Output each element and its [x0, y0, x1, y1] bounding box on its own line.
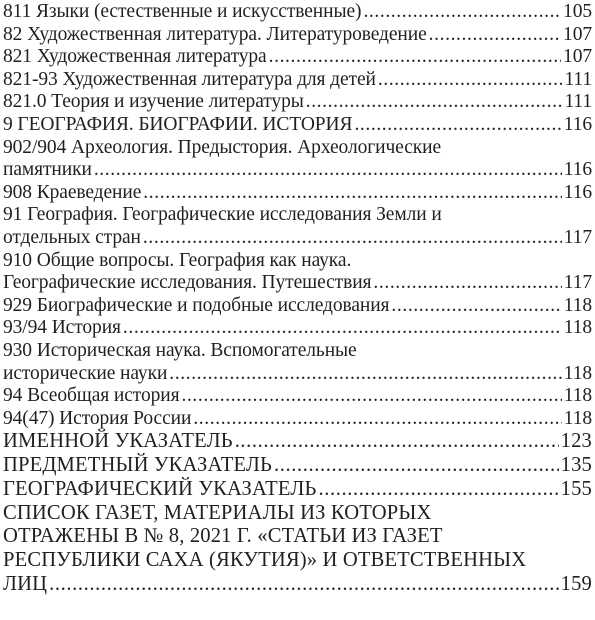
table-of-contents	[3, 1, 592, 597]
toc-entry[interactable]	[3, 91, 592, 114]
toc-entry-title-line: ОТРАЖЕНЫ В № 8, 2021 Г. «СТАТЬИ ИЗ ГАЗЕТ	[3, 525, 443, 548]
toc-entry-title-line: 821 Художественная литература	[3, 46, 267, 68]
toc-entry-title-line: 908 Краеведение	[3, 181, 142, 203]
toc-entry-title-line: 930 Историческая наука. Вспомогательные	[3, 339, 357, 361]
toc-entry[interactable]	[3, 408, 592, 431]
toc-entry-title-line: 821.0 Теория и изучение литературы	[3, 91, 304, 113]
toc-entry-title-line: отдельных стран	[3, 226, 141, 248]
toc-page-number: 118	[563, 317, 592, 339]
dot-leader	[306, 91, 563, 114]
toc-entry-row	[3, 91, 592, 114]
dot-leader	[235, 430, 559, 454]
toc-entry-row	[3, 159, 592, 182]
toc-entry[interactable]	[3, 69, 592, 92]
dot-leader	[123, 317, 562, 340]
toc-page-number: 117	[563, 272, 592, 294]
dot-leader	[269, 46, 561, 69]
dot-leader	[143, 227, 562, 250]
toc-page-number: 111	[564, 68, 592, 90]
toc-page-number: 159	[560, 573, 592, 596]
dot-leader	[373, 272, 561, 295]
toc-entry[interactable]	[3, 182, 592, 205]
toc-page-number: 116	[563, 181, 592, 203]
toc-entry-row	[3, 478, 592, 502]
dot-leader	[354, 114, 561, 137]
toc-entry[interactable]	[3, 502, 592, 597]
dot-leader	[169, 363, 561, 386]
toc-entry-title-line: 82 Художественная литература. Литературоведение	[3, 23, 427, 45]
toc-page-number: 118	[563, 294, 592, 316]
toc-entry[interactable]	[3, 1, 592, 24]
toc-entry-title-line: 811 Языки (естественные и искусственные)	[3, 1, 362, 22]
dot-leader	[429, 24, 561, 47]
toc-entry-row	[3, 1, 592, 24]
toc-entry[interactable]	[3, 317, 592, 340]
toc-entry-title-line: 9 ГЕОГРАФИЯ. БИОГРАФИИ. ИСТОРИЯ	[3, 113, 353, 135]
toc-entry-title-line: 910 Общие вопросы. География как наука.	[3, 249, 352, 271]
toc-entry-row	[3, 454, 592, 478]
dot-leader	[363, 1, 561, 24]
dot-leader	[94, 159, 562, 182]
toc-entry-title-line: 94(47) История России	[3, 407, 192, 429]
toc-entry-row	[3, 46, 592, 69]
toc-entry-title-line: памятники	[3, 159, 92, 181]
toc-entry-row	[3, 430, 592, 454]
toc-entry-row	[3, 408, 592, 431]
toc-entry-row	[3, 363, 592, 386]
toc-entry-title-line: 94 Всеобщая история	[3, 385, 180, 407]
toc-page-number: 118	[563, 385, 592, 407]
toc-page-number: 116	[563, 159, 592, 181]
toc-entry-title-line: 929 Биографические и подобные исследования	[3, 294, 390, 316]
toc-entry-row	[3, 317, 592, 340]
toc-entry-row	[3, 24, 592, 47]
toc-entry[interactable]	[3, 137, 592, 182]
toc-entry-row	[3, 573, 592, 597]
toc-entry-row	[3, 295, 592, 318]
toc-page-number: 107	[563, 46, 592, 68]
toc-page-number: 155	[560, 477, 592, 500]
toc-entry-title-line: ГЕОГРАФИЧЕСКИЙ УКАЗАТЕЛЬ	[3, 477, 317, 500]
dot-leader	[49, 573, 558, 597]
toc-entry-row	[3, 114, 592, 137]
dot-leader	[318, 478, 558, 502]
dot-leader	[274, 454, 559, 478]
toc-entry[interactable]	[3, 478, 592, 502]
toc-entry[interactable]	[3, 454, 592, 478]
toc-entry-row	[3, 227, 592, 250]
toc-entry[interactable]	[3, 114, 592, 137]
toc-entry-title-line: 821-93 Художественная литература для детей	[3, 68, 376, 90]
toc-entry-row	[3, 182, 592, 205]
toc-entry-title-line: СПИСОК ГАЗЕТ, МАТЕРИАЛЫ ИЗ КОТОРЫХ	[3, 501, 432, 524]
toc-page-number: 135	[560, 454, 592, 477]
toc-entry-title-line: РЕСПУБЛИКИ САХА (ЯКУТИЯ)» И ОТВЕТСТВЕННЫХ	[3, 549, 527, 572]
toc-entry-title-line: ЛИЦ	[3, 573, 48, 596]
toc-page-number: 118	[563, 407, 592, 429]
dot-leader	[391, 295, 561, 318]
toc-entry-title-line: исторические науки	[3, 362, 168, 384]
toc-page-number: 116	[563, 113, 592, 135]
toc-entry[interactable]	[3, 204, 592, 249]
toc-entry-row	[3, 69, 592, 92]
toc-entry[interactable]	[3, 24, 592, 47]
dot-leader	[181, 385, 561, 408]
toc-page-number: 111	[564, 91, 592, 113]
toc-entry-row	[3, 385, 592, 408]
toc-entry-title-line: ИМЕННОЙ УКАЗАТЕЛЬ	[3, 430, 233, 453]
toc-entry-title-line: 93/94 История	[3, 317, 121, 339]
dot-leader	[193, 408, 561, 431]
toc-entry-row	[3, 272, 592, 295]
toc-entry-title-line: Географические исследования. Путешествия	[3, 272, 372, 294]
toc-entry-title-line: ПРЕДМЕТНЫЙ УКАЗАТЕЛЬ	[3, 454, 273, 477]
toc-entry[interactable]	[3, 46, 592, 69]
toc-entry[interactable]	[3, 250, 592, 295]
toc-entry[interactable]	[3, 385, 592, 408]
toc-page-number: 117	[563, 226, 592, 248]
dot-leader	[143, 182, 561, 205]
toc-entry[interactable]	[3, 340, 592, 385]
toc-page-number: 123	[560, 430, 592, 453]
toc-entry[interactable]	[3, 295, 592, 318]
toc-entry-title-line: 91 География. Географические исследования Земли и	[3, 204, 442, 226]
toc-page-number: 107	[563, 23, 592, 45]
toc-page-number: 105	[563, 1, 592, 22]
toc-page-number: 118	[563, 362, 592, 384]
toc-entry[interactable]	[3, 430, 592, 454]
dot-leader	[378, 69, 563, 92]
toc-entry-title-line: 902/904 Археология. Предыстория. Археологические	[3, 136, 442, 158]
